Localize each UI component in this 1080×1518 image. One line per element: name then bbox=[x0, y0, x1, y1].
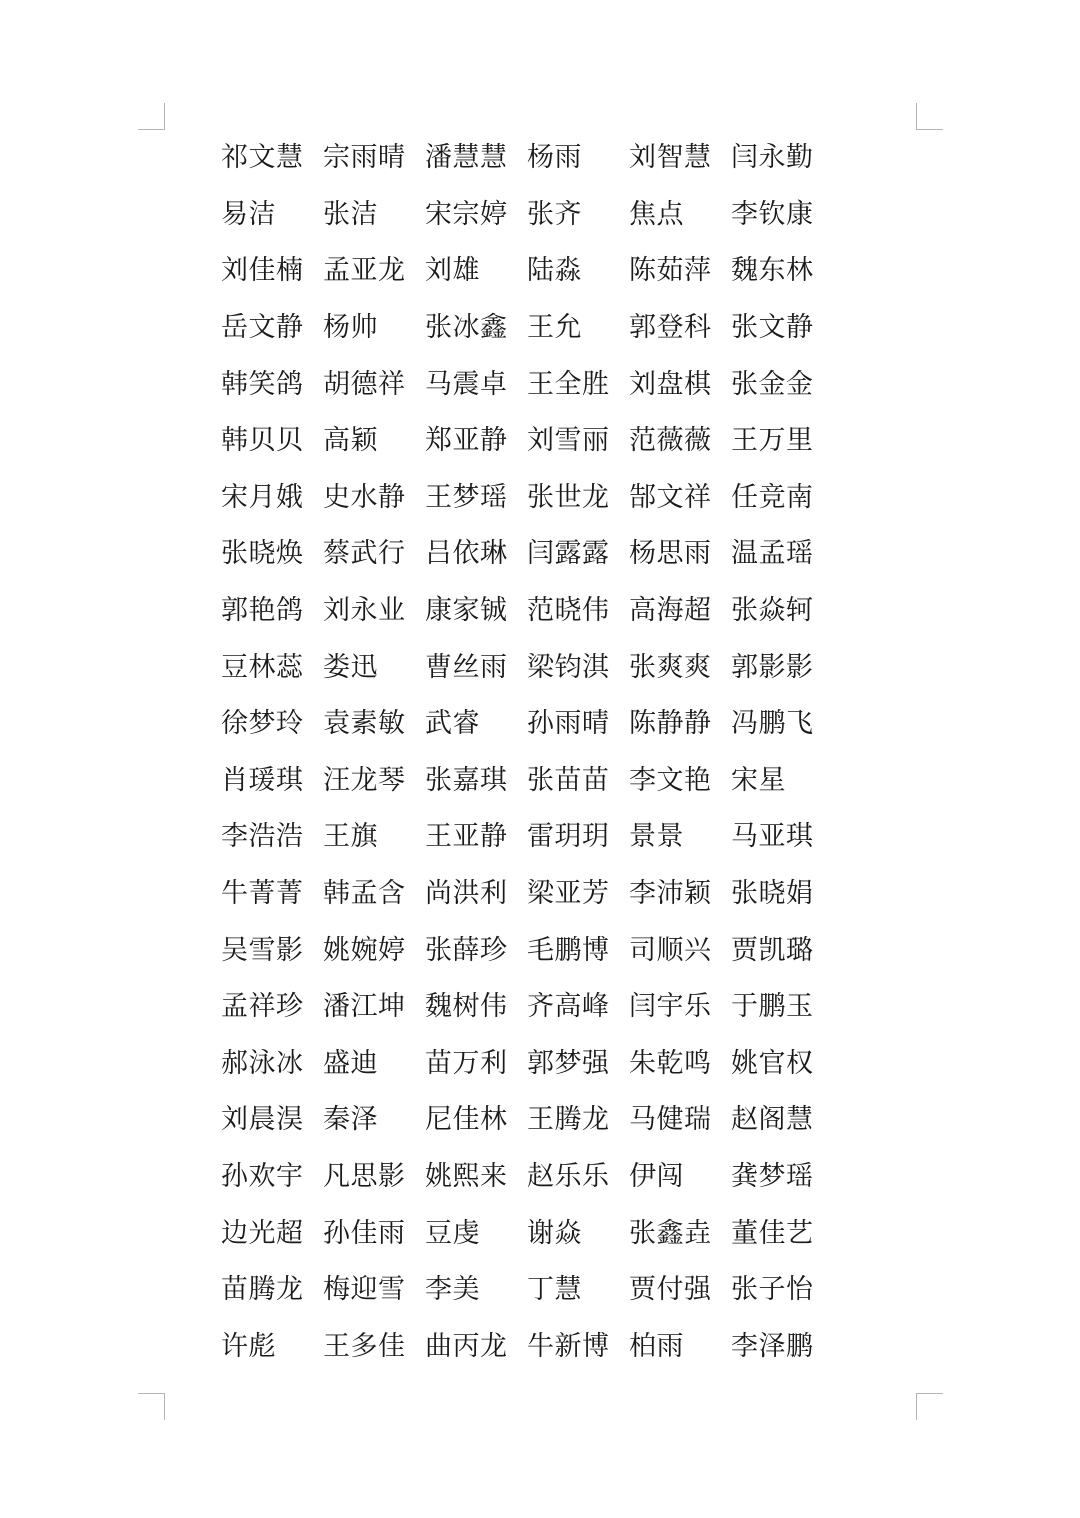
name-cell: 张晓娟 bbox=[731, 878, 814, 910]
name-cell: 宋宗婷 bbox=[425, 198, 508, 230]
name-cell: 牛新博 bbox=[527, 1330, 610, 1362]
name-cell: 范薇薇 bbox=[629, 425, 712, 457]
name-cell: 司顺兴 bbox=[629, 934, 712, 966]
name-cell: 张嘉琪 bbox=[425, 764, 508, 796]
name-cell: 孟祥珍 bbox=[221, 991, 304, 1023]
name-cell: 姚熙来 bbox=[425, 1160, 508, 1192]
name-cell: 杨帅 bbox=[323, 312, 378, 344]
name-cell: 赵乐乐 bbox=[527, 1160, 610, 1192]
crop-mark-top-right bbox=[916, 103, 943, 130]
name-cell: 宋星 bbox=[731, 764, 786, 796]
name-cell: 张焱轲 bbox=[731, 595, 814, 627]
name-cell: 贾付强 bbox=[629, 1274, 712, 1306]
name-cell: 韩孟含 bbox=[323, 878, 406, 910]
name-cell: 李浩浩 bbox=[221, 821, 304, 853]
name-cell: 刘佳楠 bbox=[221, 255, 304, 287]
name-cell: 袁素敏 bbox=[323, 708, 406, 740]
name-cell: 伊闯 bbox=[629, 1160, 684, 1192]
name-cell: 盛迪 bbox=[323, 1047, 378, 1079]
name-cell: 郜文祥 bbox=[629, 481, 712, 513]
name-cell: 秦泽 bbox=[323, 1104, 378, 1136]
name-cell: 刘智慧 bbox=[629, 142, 712, 174]
name-cell: 闫露露 bbox=[527, 538, 610, 570]
name-cell: 潘江坤 bbox=[323, 991, 406, 1023]
name-cell: 王全胜 bbox=[527, 368, 610, 400]
name-cell: 刘盘棋 bbox=[629, 368, 712, 400]
name-cell: 张薛珍 bbox=[425, 934, 508, 966]
name-cell: 蔡武行 bbox=[323, 538, 406, 570]
name-cell: 梁亚芳 bbox=[527, 878, 610, 910]
name-cell: 张子怡 bbox=[731, 1274, 814, 1306]
name-cell: 梅迎雪 bbox=[323, 1274, 406, 1306]
name-cell: 凡思影 bbox=[323, 1160, 406, 1192]
name-cell: 肖瑗琪 bbox=[221, 764, 304, 796]
name-cell: 孙雨晴 bbox=[527, 708, 610, 740]
name-cell: 郭影影 bbox=[731, 651, 814, 683]
name-cell: 柏雨 bbox=[629, 1330, 684, 1362]
name-cell: 陆淼 bbox=[527, 255, 582, 287]
name-cell: 闫宇乐 bbox=[629, 991, 712, 1023]
name-cell: 马震卓 bbox=[425, 368, 508, 400]
name-cell: 温孟瑶 bbox=[731, 538, 814, 570]
name-cell: 胡德祥 bbox=[323, 368, 406, 400]
name-cell: 潘慧慧 bbox=[425, 142, 508, 174]
name-list-grid bbox=[221, 130, 833, 1375]
name-cell: 李钦康 bbox=[731, 198, 814, 230]
name-cell: 史水静 bbox=[323, 481, 406, 513]
name-cell: 武睿 bbox=[425, 708, 480, 740]
name-cell: 丁慧 bbox=[527, 1274, 582, 1306]
name-cell: 冯鹏飞 bbox=[731, 708, 814, 740]
name-cell: 边光超 bbox=[221, 1217, 304, 1249]
name-cell: 杨思雨 bbox=[629, 538, 712, 570]
name-cell: 曲丙龙 bbox=[425, 1330, 508, 1362]
name-cell: 齐高峰 bbox=[527, 991, 610, 1023]
name-cell: 张文静 bbox=[731, 312, 814, 344]
name-cell: 韩笑鸽 bbox=[221, 368, 304, 400]
name-cell: 郑亚静 bbox=[425, 425, 508, 457]
name-cell: 易洁 bbox=[221, 198, 276, 230]
name-cell: 韩贝贝 bbox=[221, 425, 304, 457]
name-cell: 王梦瑶 bbox=[425, 481, 508, 513]
name-cell: 岳文静 bbox=[221, 312, 304, 344]
name-cell: 张冰鑫 bbox=[425, 312, 508, 344]
name-cell: 张鑫垚 bbox=[629, 1217, 712, 1249]
name-cell: 刘永业 bbox=[323, 595, 406, 627]
crop-mark-bottom-right bbox=[916, 1393, 943, 1420]
name-cell: 魏东林 bbox=[731, 255, 814, 287]
name-cell: 苗万利 bbox=[425, 1047, 508, 1079]
name-cell: 尼佳林 bbox=[425, 1104, 508, 1136]
name-cell: 雷玥玥 bbox=[527, 821, 610, 853]
name-cell: 毛鹏博 bbox=[527, 934, 610, 966]
name-cell: 张金金 bbox=[731, 368, 814, 400]
name-cell: 马亚琪 bbox=[731, 821, 814, 853]
name-cell: 许彪 bbox=[221, 1330, 276, 1362]
name-cell: 刘晨淏 bbox=[221, 1104, 304, 1136]
name-cell: 王腾龙 bbox=[527, 1104, 610, 1136]
name-cell: 景景 bbox=[629, 821, 684, 853]
name-cell: 李文艳 bbox=[629, 764, 712, 796]
name-cell: 李美 bbox=[425, 1274, 480, 1306]
name-cell: 魏树伟 bbox=[425, 991, 508, 1023]
name-cell: 王旗 bbox=[323, 821, 378, 853]
name-cell: 刘雪丽 bbox=[527, 425, 610, 457]
name-cell: 王亚静 bbox=[425, 821, 508, 853]
name-cell: 吕依琳 bbox=[425, 538, 508, 570]
name-cell: 娄迅 bbox=[323, 651, 378, 683]
name-cell: 汪龙琴 bbox=[323, 764, 406, 796]
name-cell: 董佳艺 bbox=[731, 1217, 814, 1249]
name-cell: 王允 bbox=[527, 312, 582, 344]
name-cell: 姚官权 bbox=[731, 1047, 814, 1079]
name-cell: 吴雪影 bbox=[221, 934, 304, 966]
name-cell: 高海超 bbox=[629, 595, 712, 627]
name-cell: 贾凯璐 bbox=[731, 934, 814, 966]
name-cell: 龚梦瑶 bbox=[731, 1160, 814, 1192]
name-cell: 尚洪利 bbox=[425, 878, 508, 910]
name-cell: 豆林蕊 bbox=[221, 651, 304, 683]
name-cell: 张世龙 bbox=[527, 481, 610, 513]
name-cell: 豆虔 bbox=[425, 1217, 480, 1249]
name-cell: 王万里 bbox=[731, 425, 814, 457]
name-cell: 张爽爽 bbox=[629, 651, 712, 683]
name-cell: 曹丝雨 bbox=[425, 651, 508, 683]
name-cell: 徐梦玲 bbox=[221, 708, 304, 740]
name-cell: 牛菁菁 bbox=[221, 878, 304, 910]
name-cell: 张苗苗 bbox=[527, 764, 610, 796]
name-cell: 孙欢宇 bbox=[221, 1160, 304, 1192]
name-cell: 马健瑞 bbox=[629, 1104, 712, 1136]
name-cell: 宗雨晴 bbox=[323, 142, 406, 174]
name-cell: 于鹏玉 bbox=[731, 991, 814, 1023]
name-cell: 郭艳鸽 bbox=[221, 595, 304, 627]
name-cell: 姚婉婷 bbox=[323, 934, 406, 966]
name-cell: 孙佳雨 bbox=[323, 1217, 406, 1249]
name-cell: 陈静静 bbox=[629, 708, 712, 740]
name-cell: 李沛颖 bbox=[629, 878, 712, 910]
name-cell: 闫永勤 bbox=[731, 142, 814, 174]
name-cell: 高颖 bbox=[323, 425, 378, 457]
name-cell: 苗腾龙 bbox=[221, 1274, 304, 1306]
name-cell: 郝泳冰 bbox=[221, 1047, 304, 1079]
name-cell: 焦点 bbox=[629, 198, 684, 230]
name-cell: 张齐 bbox=[527, 198, 582, 230]
crop-mark-top-left bbox=[138, 103, 165, 130]
name-cell: 郭登科 bbox=[629, 312, 712, 344]
name-cell: 郭梦强 bbox=[527, 1047, 610, 1079]
name-cell: 张晓焕 bbox=[221, 538, 304, 570]
name-cell: 陈茹萍 bbox=[629, 255, 712, 287]
name-cell: 梁钧淇 bbox=[527, 651, 610, 683]
crop-mark-bottom-left bbox=[138, 1393, 165, 1420]
name-cell: 王多佳 bbox=[323, 1330, 406, 1362]
name-cell: 赵阁慧 bbox=[731, 1104, 814, 1136]
name-cell: 孟亚龙 bbox=[323, 255, 406, 287]
name-cell: 康家铖 bbox=[425, 595, 508, 627]
name-cell: 李泽鹏 bbox=[731, 1330, 814, 1362]
name-cell: 张洁 bbox=[323, 198, 378, 230]
name-cell: 刘雄 bbox=[425, 255, 480, 287]
name-cell: 谢焱 bbox=[527, 1217, 582, 1249]
name-cell: 杨雨 bbox=[527, 142, 582, 174]
name-cell: 宋月娥 bbox=[221, 481, 304, 513]
name-cell: 范晓伟 bbox=[527, 595, 610, 627]
name-cell: 任竞南 bbox=[731, 481, 814, 513]
name-cell: 祁文慧 bbox=[221, 142, 304, 174]
name-cell: 朱乾鸣 bbox=[629, 1047, 712, 1079]
